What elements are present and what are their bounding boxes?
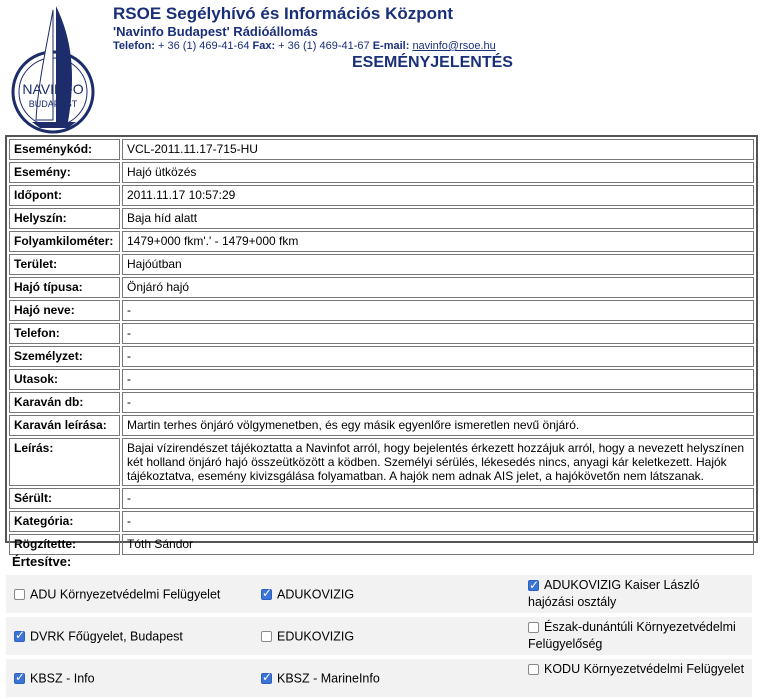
checkbox-checked[interactable] xyxy=(528,580,539,591)
station-name: 'Navinfo Budapest' Rádióállomás xyxy=(113,24,318,39)
notified-option-label: DVRK Főügyelet, Budapest xyxy=(30,629,183,644)
notified-option-content xyxy=(14,587,220,602)
notified-option xyxy=(14,617,254,655)
notified-option-content xyxy=(261,671,380,686)
event-field-value: Baja híd alatt xyxy=(122,208,754,229)
event-row xyxy=(9,231,754,252)
event-field-value: 2011.11.17 10:57:29 xyxy=(122,185,754,206)
email-link[interactable]: navinfo@rsoe.hu xyxy=(412,40,496,52)
checkbox-unchecked[interactable] xyxy=(528,622,539,633)
fax-label: Fax: xyxy=(252,40,276,52)
event-table xyxy=(7,137,756,557)
notified-option-label: ADUKOVIZIG Kaiser László hajózási osztály xyxy=(528,578,700,610)
notified-option-content xyxy=(528,661,744,678)
notified-option-content xyxy=(261,587,354,602)
event-field-label: Sérült: xyxy=(9,488,120,509)
notified-option-content xyxy=(261,629,354,644)
event-field-label: Hajó neve: xyxy=(9,300,120,321)
event-field-value: Hajó ütközés xyxy=(122,162,754,183)
event-field-value: Önjáró hajó xyxy=(122,277,754,298)
notified-option xyxy=(528,575,748,615)
event-field-value: - xyxy=(122,488,754,509)
event-field-label: Helyszín: xyxy=(9,208,120,229)
event-field-value: - xyxy=(122,511,754,532)
event-row xyxy=(9,300,754,321)
notified-option-content xyxy=(14,629,183,644)
phone-number: + 36 (1) 469-41-64 xyxy=(158,40,250,52)
fax-number: + 36 (1) 469-41-67 xyxy=(278,40,370,52)
notified-option-label: KBSZ - MarineInfo xyxy=(277,671,380,686)
event-row xyxy=(9,346,754,367)
event-field-value: Tóth Sándor xyxy=(122,534,754,555)
notified-option-label: Észak-dunántúli Környezetvédelmi Felügyelőség xyxy=(528,620,736,652)
event-field-label: Leírás: xyxy=(9,438,120,486)
event-field-value: - xyxy=(122,392,754,413)
event-field-label: Karaván leírása: xyxy=(9,415,120,436)
notified-row xyxy=(6,575,752,613)
event-row xyxy=(9,162,754,183)
event-field-label: Esemény: xyxy=(9,162,120,183)
event-row xyxy=(9,277,754,298)
org-title: RSOE Segélyhívó és Információs Központ xyxy=(113,4,454,23)
notified-option xyxy=(528,617,748,657)
checkbox-checked[interactable] xyxy=(261,589,272,600)
event-row xyxy=(9,511,754,532)
logo-text-top: NAVINFO xyxy=(22,81,84,97)
event-field-value: - xyxy=(122,300,754,321)
event-field-label: Kategória: xyxy=(9,511,120,532)
notified-option-label: ADUKOVIZIG xyxy=(277,587,355,602)
event-field-label: Terület: xyxy=(9,254,120,275)
notified-option-label: ADU Környezetvédelmi Felügyelet xyxy=(30,587,221,602)
event-field-label: Hajó típusa: xyxy=(9,277,120,298)
checkbox-unchecked[interactable] xyxy=(528,664,539,675)
event-field-value: - xyxy=(122,323,754,344)
contact-line xyxy=(113,40,496,52)
notified-option-content xyxy=(14,671,95,686)
notified-option-content xyxy=(528,619,748,653)
event-field-value: - xyxy=(122,369,754,390)
notified-option xyxy=(261,617,521,655)
event-row xyxy=(9,438,754,486)
report-header xyxy=(0,0,764,135)
notified-section xyxy=(6,550,758,697)
notified-title: Értesítve: xyxy=(12,554,72,569)
notified-option-label: KODU Környezetvédelmi Felügyelet xyxy=(544,662,745,677)
notified-row xyxy=(6,617,752,655)
navinfo-logo xyxy=(6,4,104,134)
notified-option xyxy=(261,659,521,697)
event-details-table xyxy=(5,135,758,551)
event-row xyxy=(9,208,754,229)
event-field-label: Személyzet: xyxy=(9,346,120,367)
event-field-label: Karaván db: xyxy=(9,392,120,413)
event-field-value: VCL-2011.11.17-715-HU xyxy=(122,139,754,160)
document-title: ESEMÉNYJELENTÉS xyxy=(352,54,513,71)
notified-option-content xyxy=(528,577,748,611)
checkbox-checked[interactable] xyxy=(14,631,25,642)
event-row xyxy=(9,139,754,160)
event-field-value: - xyxy=(122,346,754,367)
checkbox-unchecked[interactable] xyxy=(14,589,25,600)
event-field-label: Folyamkilométer: xyxy=(9,231,120,252)
notified-option xyxy=(261,575,521,613)
event-field-label: Rögzítette: xyxy=(9,534,120,555)
event-field-label: Időpont: xyxy=(9,185,120,206)
phone-label: Telefon: xyxy=(113,40,155,52)
notified-option-label: KBSZ - Info xyxy=(30,671,95,686)
event-row xyxy=(9,415,754,436)
event-row xyxy=(9,488,754,509)
event-row xyxy=(9,369,754,390)
email-label: E-mail: xyxy=(372,40,410,52)
event-field-label: Eseménykód: xyxy=(9,139,120,160)
checkbox-checked[interactable] xyxy=(261,673,272,684)
event-row xyxy=(9,392,754,413)
event-row xyxy=(9,323,754,344)
notified-option xyxy=(14,575,254,613)
checkbox-unchecked[interactable] xyxy=(261,631,272,642)
event-field-value: Bajai vízirendészet tájékoztatta a Navinfot arról, hogy bejelentés érkezett hozzájuk arról, hogy a nevezett helyszínen két holland önjáró hajó összeütközött a ködben. Személyi sérülés, lékesedés nincs, anyagi kár keletkezett. Hajók tájékoztatva, esemény kivizsgálása folyamatban. A hajók nem adnak AIS jelet, a hajókövetőn nem látszanak. xyxy=(122,438,754,486)
event-field-value: Hajóútban xyxy=(122,254,754,275)
checkbox-checked[interactable] xyxy=(14,673,25,684)
logo-text-bottom: BUDAPEST xyxy=(28,99,78,109)
notified-row xyxy=(6,659,752,697)
event-row xyxy=(9,254,754,275)
notified-option xyxy=(14,659,254,697)
event-field-value: Martin terhes önjáró völgymenetben, és egy másik egyenlőre ismeretlen nevű önjáró. xyxy=(122,415,754,436)
notified-option xyxy=(528,659,748,699)
event-field-label: Utasok: xyxy=(9,369,120,390)
event-row xyxy=(9,185,754,206)
event-field-value: 1479+000 fkm'.' - 1479+000 fkm xyxy=(122,231,754,252)
event-field-label: Telefon: xyxy=(9,323,120,344)
notified-option-label: EDUKOVIZIG xyxy=(277,629,355,644)
